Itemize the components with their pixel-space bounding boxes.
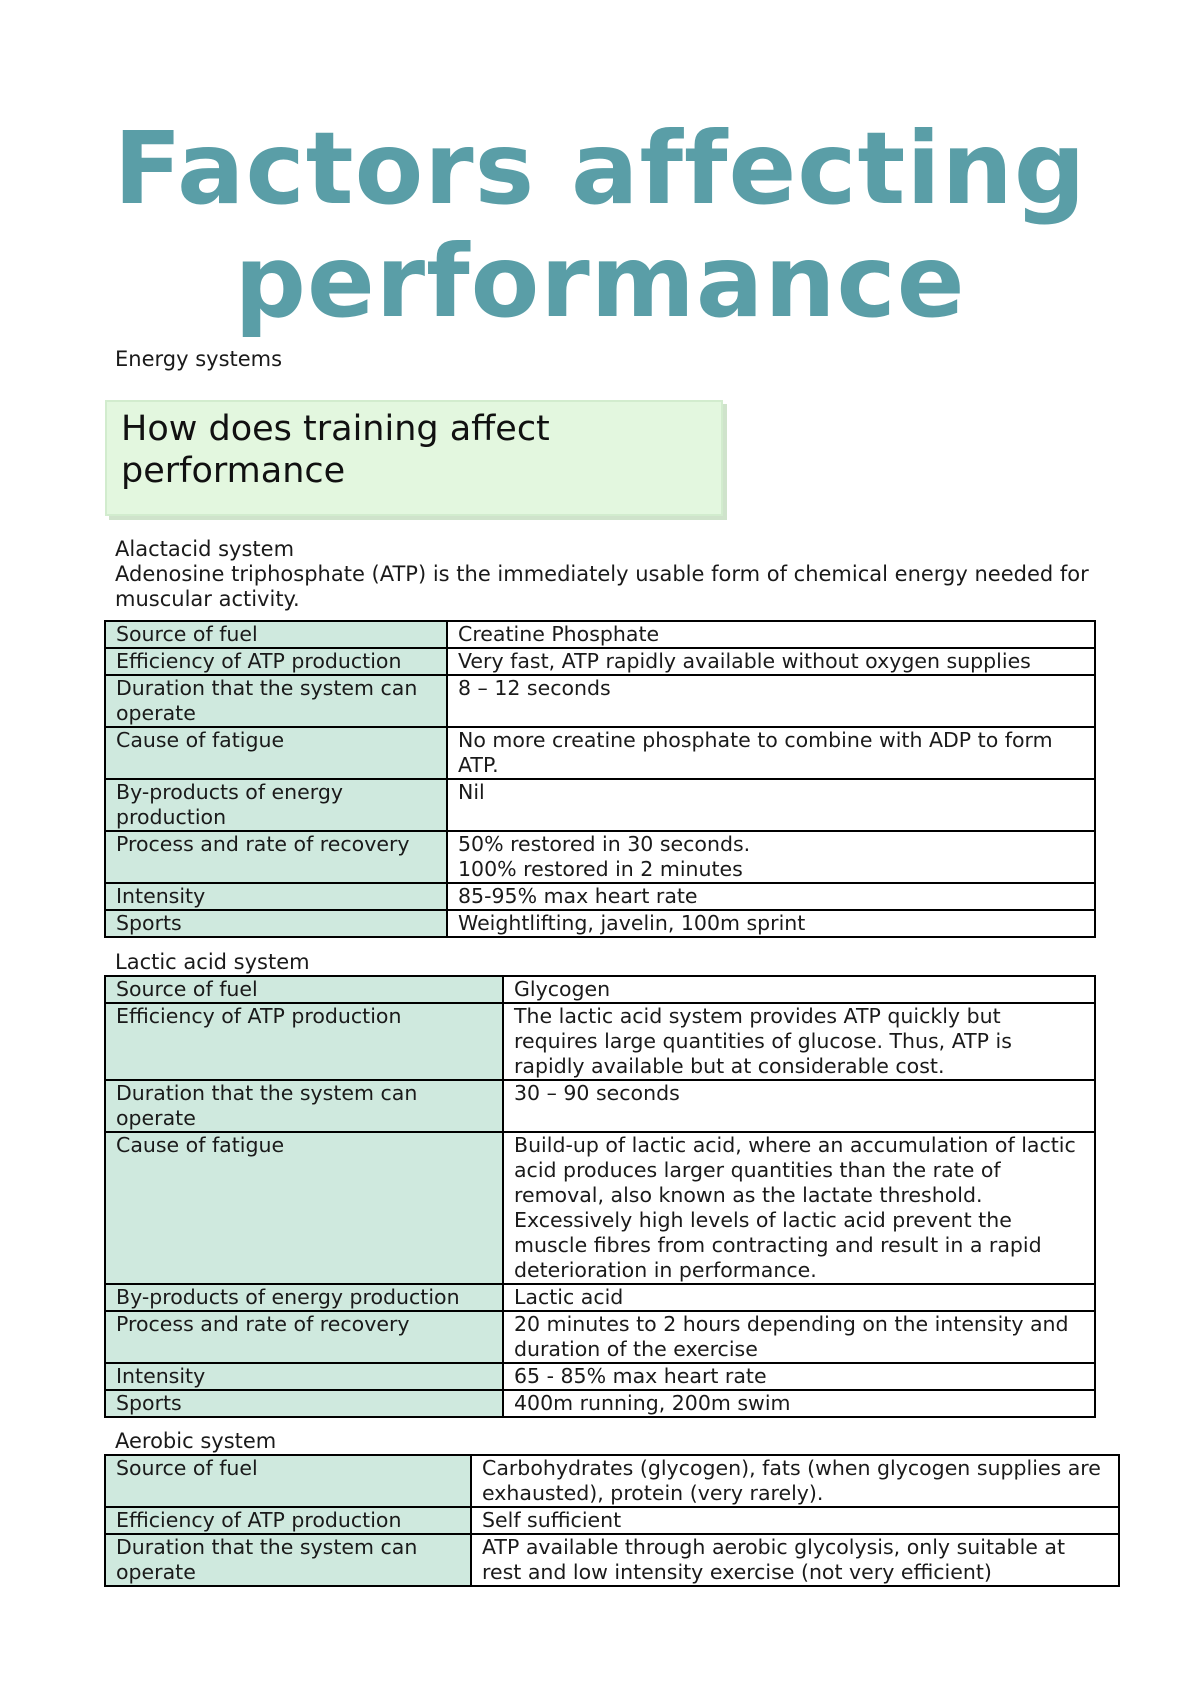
row-value-cell [447, 779, 1095, 831]
table-row [105, 1080, 1095, 1132]
row-label-cell [105, 675, 447, 727]
row-value-cell [447, 675, 1095, 727]
row-value: Self sufficient [482, 1508, 622, 1532]
table-row [105, 1311, 1095, 1363]
row-value: 65 - 85% max heart rate [514, 1364, 767, 1388]
row-label: Source of fuel [116, 622, 258, 646]
table-row [105, 675, 1095, 727]
row-label: Duration that the system can operate [116, 676, 418, 725]
row-value-cell [503, 1003, 1095, 1080]
row-value: 85-95% max heart rate [458, 884, 698, 908]
row-label: Source of fuel [116, 977, 258, 1001]
row-label-cell [105, 910, 447, 937]
row-value-cell [503, 1311, 1095, 1363]
row-value-cell [447, 910, 1095, 937]
row-label-cell [105, 1363, 503, 1390]
row-value-cell [447, 831, 1095, 883]
alactacid-label: Alactacid system [115, 537, 295, 561]
row-label-cell [105, 1534, 471, 1586]
row-label-cell [105, 1080, 503, 1132]
row-label-cell [105, 883, 447, 910]
row-label: Efficiency of ATP production [116, 1004, 402, 1028]
table-row [105, 1390, 1095, 1417]
row-label-cell [105, 1507, 471, 1534]
row-label-cell [105, 779, 447, 831]
row-label-cell [105, 1003, 503, 1080]
row-value: 20 minutes to 2 hours depending on the intensity and duration of the exercise [514, 1312, 1069, 1361]
row-label-cell [105, 648, 447, 675]
table-row [105, 621, 1095, 648]
row-value: 50% restored in 30 seconds. 100% restored in 2 minutes [458, 832, 751, 881]
row-value: Creatine Phosphate [458, 622, 660, 646]
row-label: Sports [116, 1391, 182, 1415]
row-label-cell [105, 831, 447, 883]
lactic-label: Lactic acid system [115, 950, 310, 974]
alactacid-table [104, 620, 1096, 938]
row-label: Process and rate of recovery [116, 832, 410, 856]
row-value-cell [447, 727, 1095, 779]
row-label: Duration that the system can operate [116, 1081, 418, 1130]
row-label-cell [105, 976, 503, 1003]
row-value-cell [503, 1363, 1095, 1390]
row-label: Intensity [116, 884, 206, 908]
page-subtitle: Energy systems [115, 347, 283, 371]
row-label: Duration that the system can operate [116, 1535, 418, 1584]
table-row [105, 1284, 1095, 1311]
row-label: Efficiency of ATP production [116, 1508, 402, 1532]
row-value-cell [503, 1284, 1095, 1311]
row-value: The lactic acid system provides ATP quickly but requires large quantities of glucose. Thus, ATP is rapidly available but at considerable cost. [514, 1004, 1012, 1078]
row-label: Intensity [116, 1364, 206, 1388]
row-label: Cause of fatigue [116, 728, 285, 752]
table-row [105, 779, 1095, 831]
row-value: 8 – 12 seconds [458, 676, 611, 700]
table-row [105, 1003, 1095, 1080]
row-value: Weightlifting, javelin, 100m sprint [458, 911, 806, 935]
row-value: No more creatine phosphate to combine with ADP to form ATP. [458, 728, 1053, 777]
row-value: Nil [458, 780, 485, 804]
row-value: Very fast, ATP rapidly available without oxygen supplies [458, 649, 1031, 673]
table-row [105, 910, 1095, 937]
row-label: Source of fuel [116, 1456, 258, 1480]
row-label: Cause of fatigue [116, 1133, 285, 1157]
table-row [105, 1455, 1119, 1507]
row-label: Process and rate of recovery [116, 1312, 410, 1336]
row-value-cell [503, 1132, 1095, 1284]
row-label-cell [105, 1132, 503, 1284]
row-label-cell [105, 1390, 503, 1417]
row-value: Lactic acid [514, 1285, 624, 1309]
row-label-cell [105, 1455, 471, 1507]
row-value-cell [503, 1390, 1095, 1417]
row-label: Sports [116, 911, 182, 935]
row-value: 30 – 90 seconds [514, 1081, 680, 1105]
table-row [105, 1132, 1095, 1284]
row-label: Efficiency of ATP production [116, 649, 402, 673]
table-row [105, 727, 1095, 779]
row-label-cell [105, 1284, 503, 1311]
row-label: By-products of energy production [116, 1285, 460, 1309]
row-value: Carbohydrates (glycogen), fats (when glycogen supplies are exhausted), protein (very rarely). [482, 1456, 1101, 1505]
row-value-cell [447, 648, 1095, 675]
table-row [105, 976, 1095, 1003]
table-row [105, 1363, 1095, 1390]
row-label-cell [105, 621, 447, 648]
alactacid-intro: Adenosine triphosphate (ATP) is the immediately usable form of chemical energy needed for muscular activity. [115, 562, 1089, 611]
row-value-cell [447, 883, 1095, 910]
table-row [105, 1507, 1119, 1534]
aerobic-label: Aerobic system [115, 1429, 277, 1453]
lactic-table [104, 975, 1096, 1418]
table-row [105, 883, 1095, 910]
callout-text: How does training affect performance [121, 409, 550, 491]
row-value: Glycogen [514, 977, 611, 1001]
row-label: By-products of energy production [116, 780, 343, 829]
row-label-cell [105, 727, 447, 779]
row-value-cell [503, 976, 1095, 1003]
row-label-cell [105, 1311, 503, 1363]
table-row [105, 648, 1095, 675]
table-row [105, 831, 1095, 883]
row-value-cell [471, 1455, 1119, 1507]
row-value: Build-up of lactic acid, where an accumulation of lactic acid produces larger quantities than the rate of removal, also known as the lactate threshold. Excessively high levels of lactic acid prevent the muscle fibres from contracting and result in a rapid deterioration in performance. [514, 1133, 1076, 1282]
row-value-cell [503, 1080, 1095, 1132]
page-title: Factors affecting performance [113, 110, 1087, 340]
row-value-cell [471, 1534, 1119, 1586]
row-value-cell [447, 621, 1095, 648]
row-value-cell [471, 1507, 1119, 1534]
callout-box [105, 400, 723, 516]
row-value: 400m running, 200m swim [514, 1391, 791, 1415]
table-row [105, 1534, 1119, 1586]
row-value: ATP available through aerobic glycolysis, only suitable at rest and low intensity exercise (not very efficient) [482, 1535, 1065, 1584]
aerobic-table [104, 1454, 1120, 1587]
